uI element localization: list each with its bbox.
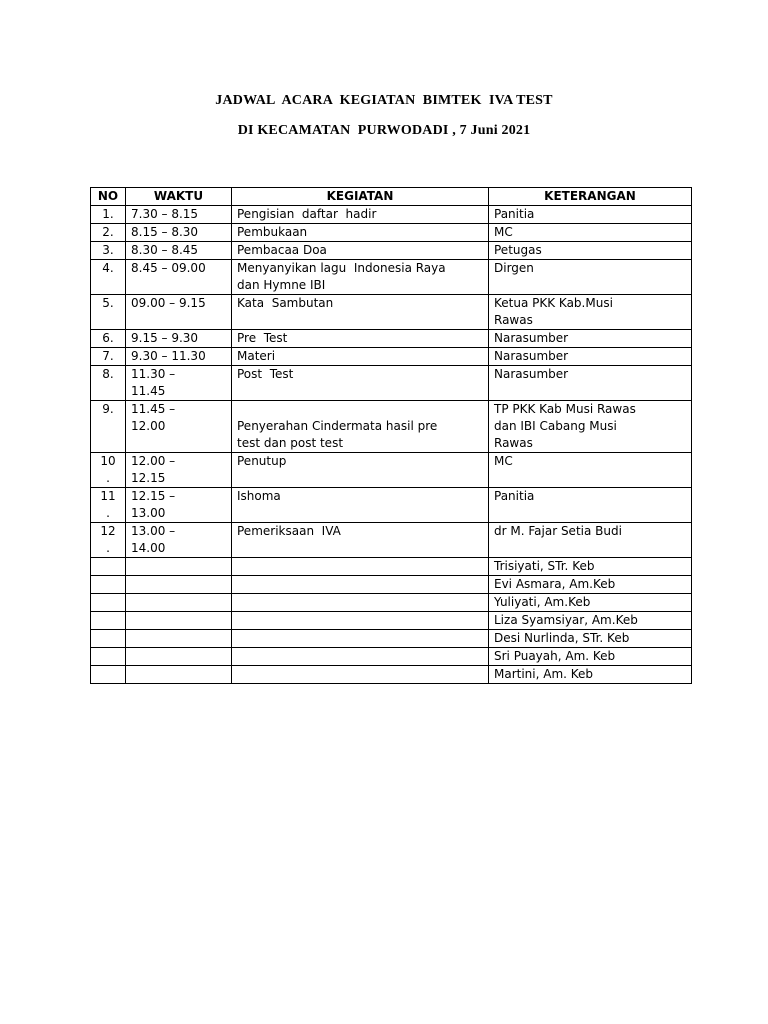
cell-keterangan: Martini, Am. Keb	[489, 666, 692, 684]
cell-kegiatan	[232, 594, 489, 612]
cell-no	[91, 576, 126, 594]
table-row	[91, 594, 692, 612]
cell-waktu: 11.30 – 11.45	[126, 366, 232, 401]
cell-keterangan: Evi Asmara, Am.Keb	[489, 576, 692, 594]
cell-kegiatan: Pembacaa Doa	[232, 242, 489, 260]
cell-keterangan: Sri Puayah, Am. Keb	[489, 648, 692, 666]
cell-no: 3.	[91, 242, 126, 260]
cell-keterangan: Dirgen	[489, 260, 692, 295]
table-row	[91, 295, 692, 330]
cell-kegiatan: Post Test	[232, 366, 489, 401]
cell-waktu: 8.45 – 09.00	[126, 260, 232, 295]
cell-no: 10 .	[91, 453, 126, 488]
cell-keterangan: Ketua PKK Kab.Musi Rawas	[489, 295, 692, 330]
cell-kegiatan	[232, 612, 489, 630]
cell-kegiatan	[232, 666, 489, 684]
cell-kegiatan	[232, 630, 489, 648]
cell-no	[91, 666, 126, 684]
cell-kegiatan: Pre Test	[232, 330, 489, 348]
table-row	[91, 576, 692, 594]
cell-kegiatan	[232, 648, 489, 666]
cell-kegiatan: Kata Sambutan	[232, 295, 489, 330]
cell-no: 6.	[91, 330, 126, 348]
cell-keterangan: dr M. Fajar Setia Budi	[489, 523, 692, 558]
cell-keterangan: Panitia	[489, 488, 692, 523]
header-waktu: WAKTU	[126, 188, 232, 206]
table-row	[91, 366, 692, 401]
cell-keterangan: Narasumber	[489, 330, 692, 348]
cell-kegiatan: Ishoma	[232, 488, 489, 523]
cell-keterangan: Narasumber	[489, 366, 692, 401]
cell-kegiatan: Pemeriksaan IVA	[232, 523, 489, 558]
cell-waktu: 12.15 – 13.00	[126, 488, 232, 523]
table-row	[91, 260, 692, 295]
cell-waktu	[126, 558, 232, 576]
cell-kegiatan	[232, 558, 489, 576]
cell-no: 9.	[91, 401, 126, 453]
cell-waktu	[126, 630, 232, 648]
table-row	[91, 330, 692, 348]
document-subtitle: DI KECAMATAN PURWODADI , 7 Juni 2021	[237, 123, 531, 138]
cell-kegiatan: Pembukaan	[232, 224, 489, 242]
cell-keterangan: Petugas	[489, 242, 692, 260]
header-keterangan: KETERANGAN	[489, 188, 692, 206]
cell-waktu: 8.15 – 8.30	[126, 224, 232, 242]
cell-no: 2.	[91, 224, 126, 242]
cell-keterangan: TP PKK Kab Musi Rawas dan IBI Cabang Musi Rawas	[489, 401, 692, 453]
table-row	[91, 558, 692, 576]
table-row	[91, 648, 692, 666]
table-row	[91, 630, 692, 648]
table-row	[91, 401, 692, 453]
cell-kegiatan	[232, 576, 489, 594]
cell-waktu	[126, 648, 232, 666]
cell-waktu: 9.15 – 9.30	[126, 330, 232, 348]
cell-kegiatan: Menyanyikan lagu Indonesia Raya dan Hymne IBI	[232, 260, 489, 295]
cell-no: 5.	[91, 295, 126, 330]
cell-no: 4.	[91, 260, 126, 295]
cell-waktu: 13.00 – 14.00	[126, 523, 232, 558]
cell-no	[91, 612, 126, 630]
cell-keterangan: Narasumber	[489, 348, 692, 366]
schedule-table	[90, 187, 692, 684]
table-row	[91, 348, 692, 366]
cell-waktu: 9.30 – 11.30	[126, 348, 232, 366]
cell-keterangan: MC	[489, 224, 692, 242]
cell-waktu: 09.00 – 9.15	[126, 295, 232, 330]
cell-waktu: 11.45 – 12.00	[126, 401, 232, 453]
cell-kegiatan: Penutup	[232, 453, 489, 488]
table-row	[91, 453, 692, 488]
cell-waktu	[126, 612, 232, 630]
cell-no: 1.	[91, 206, 126, 224]
cell-waktu	[126, 594, 232, 612]
table-row	[91, 523, 692, 558]
document-title: JADWAL ACARA KEGIATAN BIMTEK IVA TEST	[215, 93, 553, 108]
table-row	[91, 488, 692, 523]
cell-waktu	[126, 666, 232, 684]
cell-waktu: 7.30 – 8.15	[126, 206, 232, 224]
cell-no	[91, 594, 126, 612]
cell-no: 12 .	[91, 523, 126, 558]
table-row	[91, 242, 692, 260]
cell-waktu	[126, 576, 232, 594]
cell-no	[91, 558, 126, 576]
cell-waktu: 12.00 – 12.15	[126, 453, 232, 488]
cell-keterangan: Panitia	[489, 206, 692, 224]
cell-keterangan: Liza Syamsiyar, Am.Keb	[489, 612, 692, 630]
cell-no: 11 .	[91, 488, 126, 523]
table-row	[91, 206, 692, 224]
table-header-row	[91, 188, 692, 206]
cell-keterangan: Trisiyati, STr. Keb	[489, 558, 692, 576]
cell-no	[91, 630, 126, 648]
cell-kegiatan: Materi	[232, 348, 489, 366]
cell-keterangan: Desi Nurlinda, STr. Keb	[489, 630, 692, 648]
cell-keterangan: Yuliyati, Am.Keb	[489, 594, 692, 612]
cell-no	[91, 648, 126, 666]
table-row	[91, 224, 692, 242]
header-kegiatan: KEGIATAN	[232, 188, 489, 206]
cell-waktu: 8.30 – 8.45	[126, 242, 232, 260]
table-body	[91, 206, 692, 684]
cell-kegiatan: Pengisian daftar hadir	[232, 206, 489, 224]
table-row	[91, 612, 692, 630]
cell-no: 7.	[91, 348, 126, 366]
table-row	[91, 666, 692, 684]
header-no: NO	[91, 188, 126, 206]
cell-no: 8.	[91, 366, 126, 401]
cell-keterangan: MC	[489, 453, 692, 488]
cell-kegiatan: Penyerahan Cindermata hasil pre test dan post test	[232, 401, 489, 453]
